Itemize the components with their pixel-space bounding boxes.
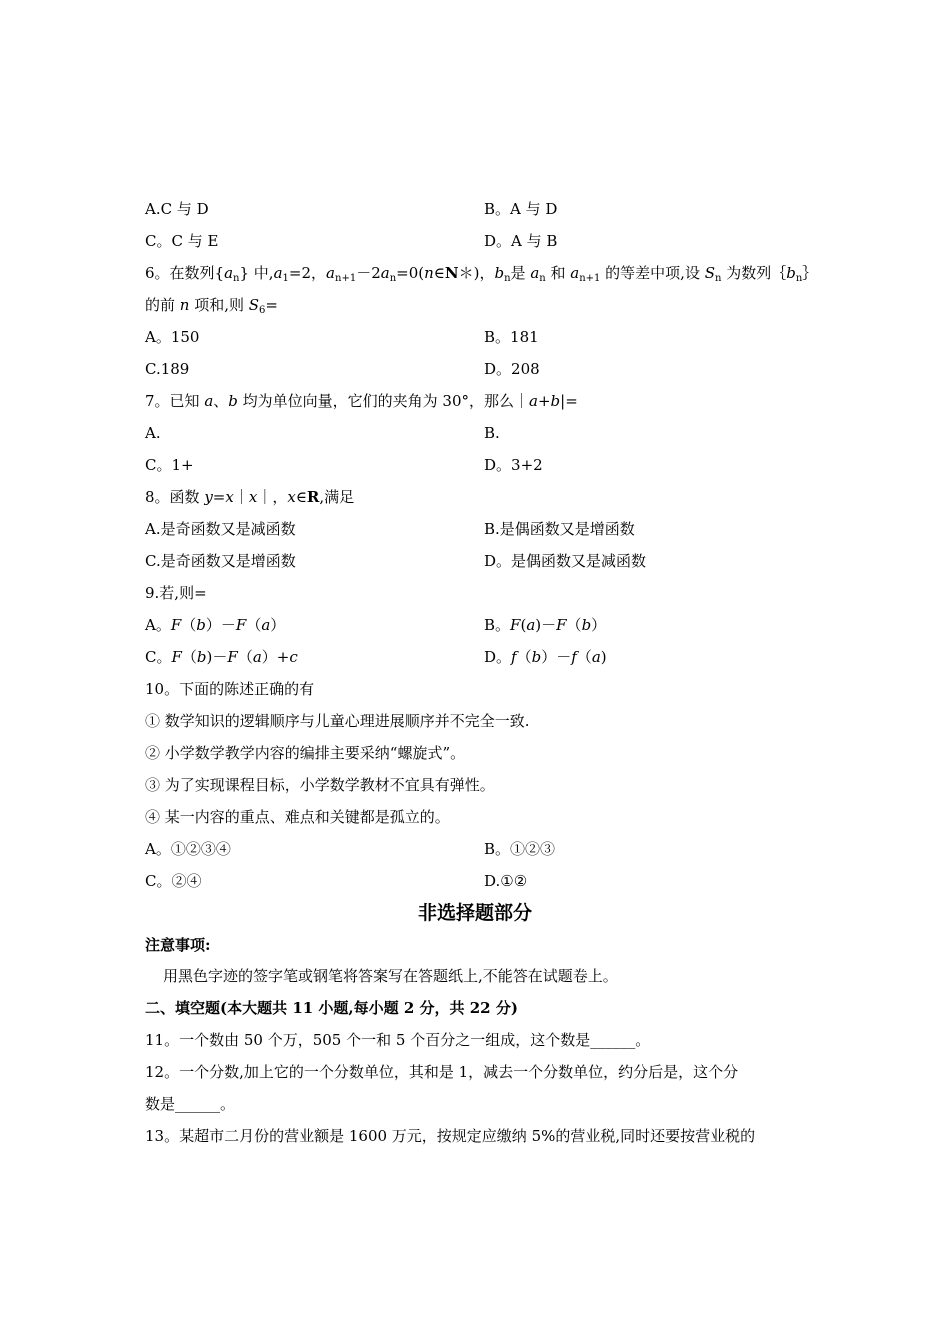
q7-option-b: B. bbox=[484, 424, 500, 442]
q10-option-a: A。①②③④ bbox=[145, 840, 231, 858]
q9-option-a: A。F（b）－F（a） bbox=[145, 616, 286, 634]
q6-stem-line1: 6。在数列$\{a_n\}$ 中$,a_1=2$，$a_{n+1}-2a_n=0(n\in N*)$，$b_n$是 $a_n$ 和 $a_{n+1}$ 的等差中项,设 $S_n$ 为数列$\{b_n\}$ bbox=[145, 264, 818, 284]
q5-option-a: A.C 与 D bbox=[145, 200, 209, 218]
q5-option-c: C。C 与 E bbox=[145, 232, 219, 250]
q8-option-a: A.是奇函数又是减函数 bbox=[145, 520, 296, 538]
q7-option-c: C。1+ bbox=[145, 456, 194, 474]
q10-statement-2: ② 小学数学教学内容的编排主要采纳“螺旋式”。 bbox=[145, 744, 466, 762]
q6-stem-line2: 的前 n 项和,则 $S_6=$ bbox=[145, 296, 278, 316]
q8-stem: 8。函数 y=x｜x｜，x∈R,满足 bbox=[145, 488, 355, 506]
q9-option-c: C。F（b)－F（a）+c bbox=[145, 648, 298, 666]
q5-option-d: D。A 与 B bbox=[484, 232, 558, 250]
section-title: 非选择题部分 bbox=[417, 902, 532, 924]
q9-option-b: B。F(a)－F（b） bbox=[484, 616, 607, 634]
q6-option-d: D。208 bbox=[484, 360, 540, 378]
q10-statement-4: ④ 某一内容的重点、难点和关键都是孤立的。 bbox=[145, 808, 450, 826]
q6-option-a: A。150 bbox=[145, 328, 200, 346]
q9-option-d: D。f（b）－f（a) bbox=[484, 648, 607, 666]
q8-option-b: B.是偶函数又是增函数 bbox=[484, 520, 635, 538]
q6-option-c: C.189 bbox=[145, 360, 190, 378]
q10-statement-1: ① 数学知识的逻辑顺序与儿童心理进展顺序并不完全一致. bbox=[145, 712, 530, 730]
q6-option-b: B。181 bbox=[484, 328, 539, 346]
q9-stem: 9.若,则= bbox=[145, 584, 207, 602]
q10-option-b: B。①②③ bbox=[484, 840, 556, 858]
q12-stem-line2: 数是______。 bbox=[145, 1095, 236, 1113]
part2-title: 二、填空题(本大题共 11 小题,每小题 2 分，共 22 分) bbox=[145, 999, 518, 1017]
notice-text: 用黑色字迹的签字笔或钢笔将答案写在答题纸上,不能答在试题卷上。 bbox=[163, 967, 618, 985]
q10-stem: 10。下面的陈述正确的有 bbox=[145, 680, 315, 698]
q7-option-d: D。3+2 bbox=[484, 456, 543, 474]
q13-stem: 13。某超市二月份的营业额是 1600 万元，按规定应缴纳 5%的营业税,同时还要按营业税的 bbox=[145, 1127, 756, 1145]
q12-stem-line1: 12。一个分数,加上它的一个分数单位，其和是 1，减去一个分数单位，约分后是，这个分 bbox=[145, 1063, 739, 1081]
q10-option-c: C。②④ bbox=[145, 872, 202, 890]
q10-option-d: D.①② bbox=[484, 872, 528, 890]
q10-statement-3: ③ 为了实现课程目标，小学数学教材不宜具有弹性。 bbox=[145, 776, 495, 794]
q8-option-d: D。是偶函数又是减函数 bbox=[484, 552, 647, 570]
q11-stem: 11。一个数由 50 个万，505 个一和 5 个百分之一组成，这个数是______。 bbox=[145, 1031, 651, 1049]
notice-label: 注意事项: bbox=[145, 936, 211, 954]
q7-stem: 7。已知 a、b 均为单位向量，它们的夹角为 30°，那么｜a+b|= bbox=[145, 392, 578, 410]
q8-option-c: C.是奇函数又是增函数 bbox=[145, 552, 296, 570]
q5-option-b: B。A 与 D bbox=[484, 200, 558, 218]
q7-option-a: A. bbox=[145, 424, 161, 442]
